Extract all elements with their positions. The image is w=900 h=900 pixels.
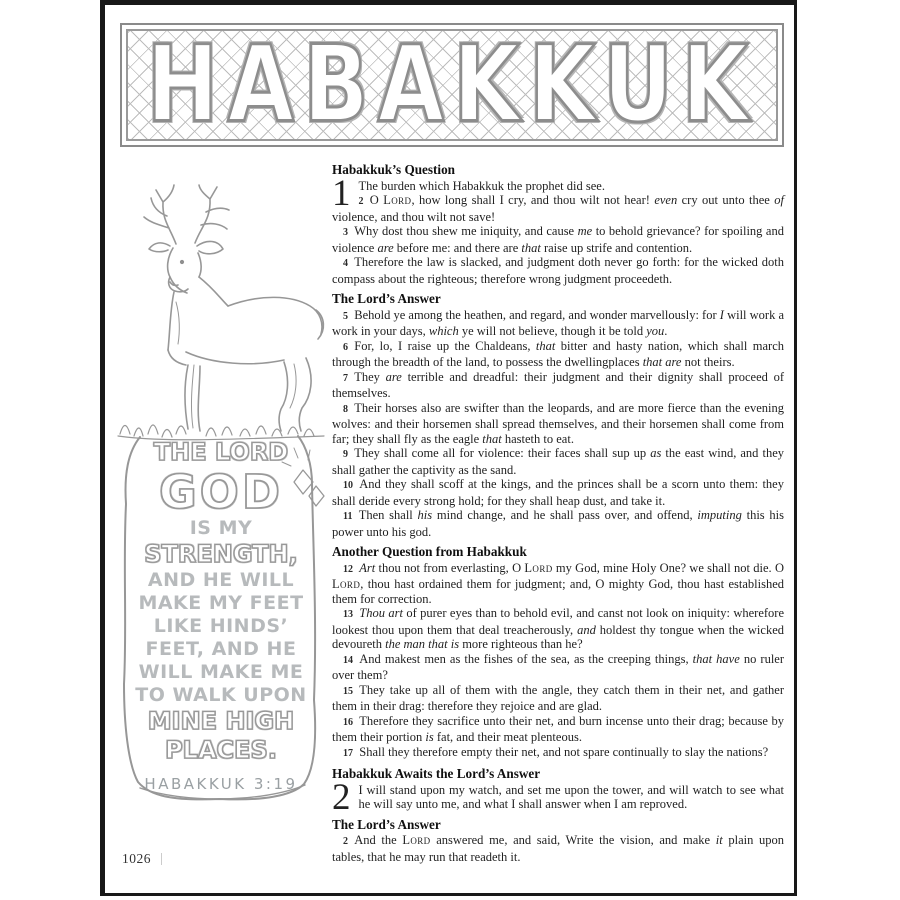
crosshatch-pattern	[126, 29, 778, 141]
verse-art-line: AND HE WILL	[147, 569, 295, 591]
verse-art-line: LIKE HINDS’	[153, 615, 289, 637]
verse-art-line: PLACES.	[165, 736, 277, 764]
verse-art-line: STRENGTH,	[144, 540, 298, 568]
book-title: HABAKKUK	[146, 29, 758, 141]
chapter-number: 1	[332, 172, 351, 214]
verse: 10 And they shall scoff at the kings, and the princes shall be a scorn unto them: they shall deride every strong hold; for they shall heap dust, and take it.	[332, 477, 784, 508]
verse-art-line: THE LORD	[153, 438, 289, 466]
verse: 3 Why dost thou shew me iniquity, and cause me to behold grievance? for spoiling and violence are before me: and there are that raise up strife and contention.	[332, 224, 784, 255]
verse-lettering	[130, 438, 312, 799]
verse: 12 Art thou not from everlasting, O Lord my God, mine Holy One? we shall not die. O Lord, thou hast ordained them for judgment; and, O mighty God, thou hast established them for correction.	[332, 560, 784, 606]
section-heading: The Lord’s Answer	[332, 291, 441, 306]
verse: The burden which Habakkuk the prophet did see.	[358, 178, 605, 193]
verse: 5 Behold ye among the heathen, and regard, and wonder marvellously: for I will work a work in your days, which ye will not believe, though it be told you.	[332, 307, 784, 338]
verse-art-line: HABAKKUK 3:19	[144, 775, 298, 793]
verse: 14 And makest men as the fishes of the sea, as the creeping things, that have no ruler over them?	[332, 651, 785, 682]
verse: 2 And the Lord answered me, and said, Write the vision, and make it plain upon tables, that he may run that readeth it.	[332, 833, 784, 864]
antlers-line-art	[144, 185, 229, 244]
verse: I will stand upon my watch, and set me upon the tower, and will watch to see what he will say unto me, and what I shall answer when I am reproved.	[358, 782, 784, 811]
verse: 2 O Lord, how long shall I cry, and thou wilt not hear! even cry out unto thee of violence, and thou wilt not save!	[332, 193, 785, 224]
chapter-number: 2	[332, 776, 351, 818]
verse-art-line: WILL MAKE ME	[138, 661, 304, 683]
verse: 8 Their horses also are swifter than the leopards, and are more fierce than the evening wolves: and their horsemen shall spread themselves, and their horsemen shall come from far; they shall fly as the eagle that hasteth to eat.	[332, 400, 784, 446]
verse: 13 Thou art of purer eyes than to behold evil, and canst not look on iniquity: wherefore lookest thou upon them that deal treacherously, and holdest thy tongue when the wicked devoureth the man that is more righteous than he?	[332, 606, 785, 651]
verse-art-line: GOD	[158, 465, 284, 519]
page-number-divider	[161, 853, 162, 865]
section-heading: Habakkuk’s Question	[332, 162, 456, 177]
section-heading: Habakkuk Awaits the Lord’s Answer	[332, 766, 541, 781]
section-heading: Another Question from Habakkuk	[332, 544, 527, 559]
page-number: 1026	[122, 851, 162, 867]
scripture-column	[332, 163, 784, 864]
verse: 16 Therefore they sacrifice unto their net, and burn incense unto their drag; because by them their portion is fat, and their meat plenteous.	[332, 713, 784, 744]
book-title-banner	[120, 23, 784, 147]
coloring-illustration	[110, 182, 332, 832]
verse-art-line: IS MY	[189, 517, 253, 539]
verse-art-line: MINE HIGH	[147, 707, 295, 735]
verse-art-line: FEET, AND HE	[145, 638, 297, 660]
verse: 17 Shall they therefore empty their net, and not spare continually to slay the nations?	[343, 744, 769, 759]
chapter-block	[332, 776, 784, 818]
page-frame	[100, 0, 797, 896]
section-heading: The Lord’s Answer	[332, 816, 441, 832]
verse: 7 They are terrible and dreadful: their judgment and their dignity shall proceed of themselves.	[332, 369, 784, 400]
verse-art-line: MAKE MY FEET	[138, 592, 304, 614]
chapter-block	[332, 172, 785, 225]
verse: 9 They shall come all for violence: their faces shall sup up as the east wind, and they shall gather the captivity as the sand.	[332, 446, 784, 477]
deer-head-line-art	[149, 241, 223, 293]
verse: 6 For, lo, I raise up the Chaldeans, that bitter and hasty nation, which shall march through the breadth of the land, to possess the dwellingplaces that are not theirs.	[332, 338, 784, 369]
verse: 4 Therefore the law is slacked, and judgment doth never go forth: for the wicked doth compass about the righteous; therefore wrong judgment proceedeth.	[332, 255, 784, 286]
verse-art-line: TO WALK UPON	[135, 684, 307, 706]
deer-body-line-art	[168, 277, 323, 431]
verse: 15 They take up all of them with the angle, they catch them in their net, and gather them in their drag: therefore they rejoice and are glad.	[332, 682, 784, 713]
verse: 11 Then shall his mind change, and he shall pass over, and offend, imputing this his power unto his god.	[332, 508, 785, 539]
